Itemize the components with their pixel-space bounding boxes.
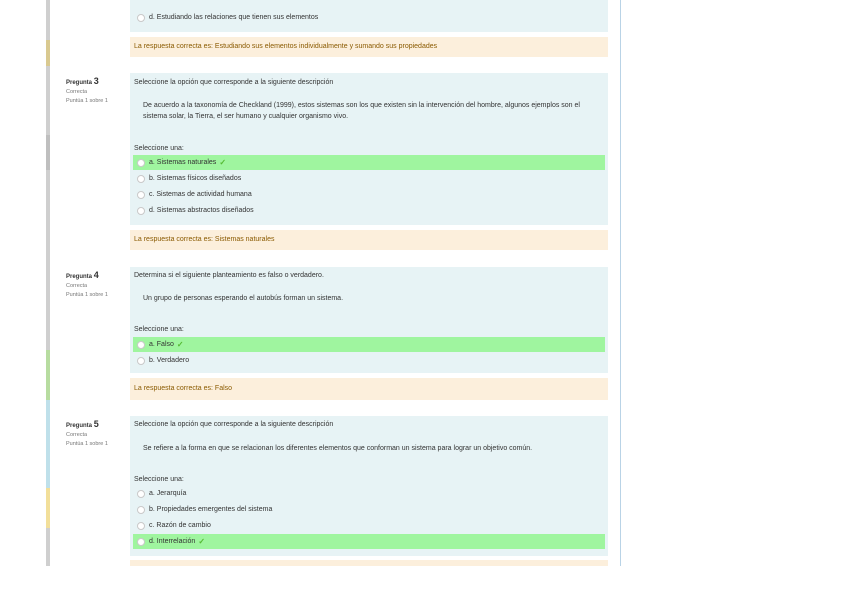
radio-icon[interactable] — [137, 207, 145, 215]
check-icon: ✓ — [176, 340, 184, 349]
option-label: c. Razón de cambio — [149, 522, 211, 529]
question-state: Correcta — [66, 432, 88, 438]
question-text: Determina si el siguiente planteamiento es falso o verdadero. — [134, 272, 324, 279]
check-icon: ✓ — [198, 537, 206, 546]
option-label: d. Sistemas abstractos diseñados — [149, 207, 254, 214]
option-label: a. Falso — [149, 341, 174, 348]
option-label: d. Estudiando las relaciones que tienen sus elementos — [149, 14, 319, 21]
q5-option-d[interactable] — [133, 534, 605, 549]
question-mark: Puntúa 1 sobre 1 — [66, 292, 108, 298]
q4-formulation — [130, 267, 608, 373]
q3-option-c[interactable] — [133, 187, 605, 202]
q2-feedback — [130, 37, 608, 57]
radio-icon[interactable] — [137, 538, 145, 546]
question-mark: Puntúa 1 sobre 1 — [66, 441, 108, 447]
q4-option-a[interactable] — [133, 337, 605, 352]
q5-info — [66, 420, 126, 449]
q4-info — [66, 271, 126, 300]
radio-icon[interactable] — [137, 159, 145, 167]
question-mark: Puntúa 1 sobre 1 — [66, 98, 108, 104]
option-label: b. Sistemas físicos diseñados — [149, 175, 242, 182]
option-label: d. Interrelación — [149, 538, 196, 545]
q2-formulation — [130, 0, 608, 32]
q4-feedback — [130, 378, 608, 400]
question-description: Se refiere a la forma en que se relacionan los diferentes elementos que conforman un sistema para lograr un objetivo común. — [143, 445, 533, 452]
answer-prompt: Seleccione una: — [134, 145, 184, 152]
q5-option-c[interactable] — [133, 518, 605, 533]
q5-feedback — [130, 560, 608, 566]
left-accent-bar — [46, 0, 50, 566]
option-label: b. Propiedades emergentes del sistema — [149, 506, 273, 513]
question-description: De acuerdo a la taxonomía de Checkland (1999), estos sistemas son los que existen sin la intervención del hombre, algunos ejemplos son el sistema solar, la Tierra, el ser humano y cualquier organismo vivo. — [143, 102, 580, 120]
radio-icon[interactable] — [137, 357, 145, 365]
question-number: Pregunta 5 — [66, 419, 99, 429]
check-icon: ✓ — [219, 158, 227, 167]
content-border — [620, 0, 621, 566]
radio-icon[interactable] — [137, 191, 145, 199]
option-label: b. Verdadero — [149, 357, 190, 364]
option-label: a. Jerarquía — [149, 490, 187, 497]
answer-prompt: Seleccione una: — [134, 326, 184, 333]
q5-option-a[interactable] — [133, 486, 605, 501]
question-state: Correcta — [66, 283, 88, 289]
q4-option-b[interactable] — [133, 353, 605, 368]
radio-icon[interactable] — [137, 175, 145, 183]
q3-info — [66, 77, 126, 106]
q5-option-b[interactable] — [133, 502, 605, 517]
question-number: Pregunta 3 — [66, 76, 99, 86]
q3-formulation — [130, 73, 608, 225]
q2-option-d[interactable] — [133, 10, 605, 25]
question-text: Seleccione la opción que corresponde a la siguiente descripción — [134, 421, 334, 428]
q3-option-d[interactable] — [133, 203, 605, 218]
feedback-text: La respuesta correcta es: Estudiando sus elementos individualmente y sumando sus propiedades — [134, 43, 438, 50]
radio-icon[interactable] — [137, 490, 145, 498]
q5-formulation — [130, 416, 608, 556]
q3-option-a[interactable] — [133, 155, 605, 170]
radio-icon[interactable] — [137, 522, 145, 530]
radio-icon[interactable] — [137, 14, 145, 22]
question-description: Un grupo de personas esperando el autobús forman un sistema. — [143, 295, 344, 302]
feedback-text: La respuesta correcta es: Sistemas naturales — [134, 236, 275, 243]
radio-icon[interactable] — [137, 341, 145, 349]
q3-feedback — [130, 230, 608, 250]
option-label: a. Sistemas naturales — [149, 159, 217, 166]
answer-prompt: Seleccione una: — [134, 476, 184, 483]
radio-icon[interactable] — [137, 506, 145, 514]
option-label: c. Sistemas de actividad humana — [149, 191, 252, 198]
question-text: Seleccione la opción que corresponde a la siguiente descripción — [134, 79, 334, 86]
question-number: Pregunta 4 — [66, 270, 99, 280]
q3-option-b[interactable] — [133, 171, 605, 186]
feedback-text: La respuesta correcta es: Falso — [134, 385, 233, 392]
question-state: Correcta — [66, 89, 88, 95]
